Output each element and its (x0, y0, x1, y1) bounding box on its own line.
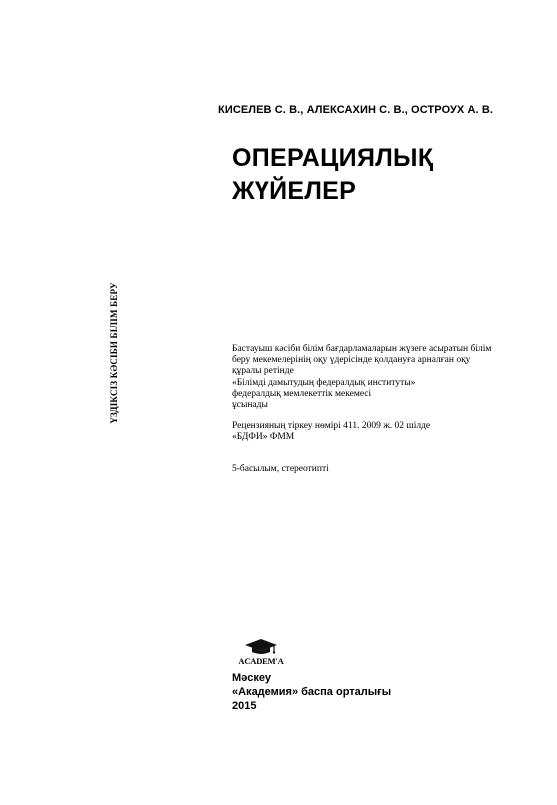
approval-line: Бастауыш кәсіби білім бағдарламаларын жүзеге асыратын білім (232, 344, 492, 354)
book-title-line-2: ЖҮЙЕЛЕР (232, 177, 357, 205)
approval-line: құралы ретінде (232, 366, 294, 377)
edition-note (232, 464, 532, 475)
publisher-logo (236, 638, 286, 670)
approval-line: «Білімді дамытудың федералдық институты» (232, 377, 416, 388)
authors: КИСЕЛЕВ С. В., АЛЕКСАХИН С. В., ОСТРОУХ А. В. (218, 104, 494, 116)
book-title-line-1: ОПЕРАЦИЯЛЫҚ (232, 144, 434, 172)
imprint-city: Мәскеу (232, 672, 271, 684)
review-note (232, 421, 532, 443)
book-title (232, 142, 532, 208)
series-label-text: ҮЗДІКСІЗ КӘСІБИ БІЛІМ БЕРУ (109, 282, 119, 424)
review-line: Рецензияның тіркеу нөмірі 411. 2009 ж. 02 шілде (232, 421, 431, 431)
approval-line: беру мекемелерінің оқу үдерісінде қолдануға арналған оқу (232, 355, 471, 366)
publisher-logo-text: ACADEM'A (238, 656, 284, 666)
imprint-year: 2015 (232, 700, 257, 712)
approval-line: ұсынады (232, 400, 268, 411)
series-label (104, 270, 124, 436)
approval-note (232, 344, 532, 411)
imprint (232, 671, 432, 713)
approval-line: федералдық мемлекеттік мекемесі (232, 388, 372, 399)
graduation-cap-icon (244, 638, 278, 656)
edition-text: 5-басылым, стереотипті (232, 464, 329, 474)
review-line: «БДФИ» ФММ (232, 432, 295, 443)
imprint-publisher: «Академия» баспа орталығы (232, 686, 392, 698)
